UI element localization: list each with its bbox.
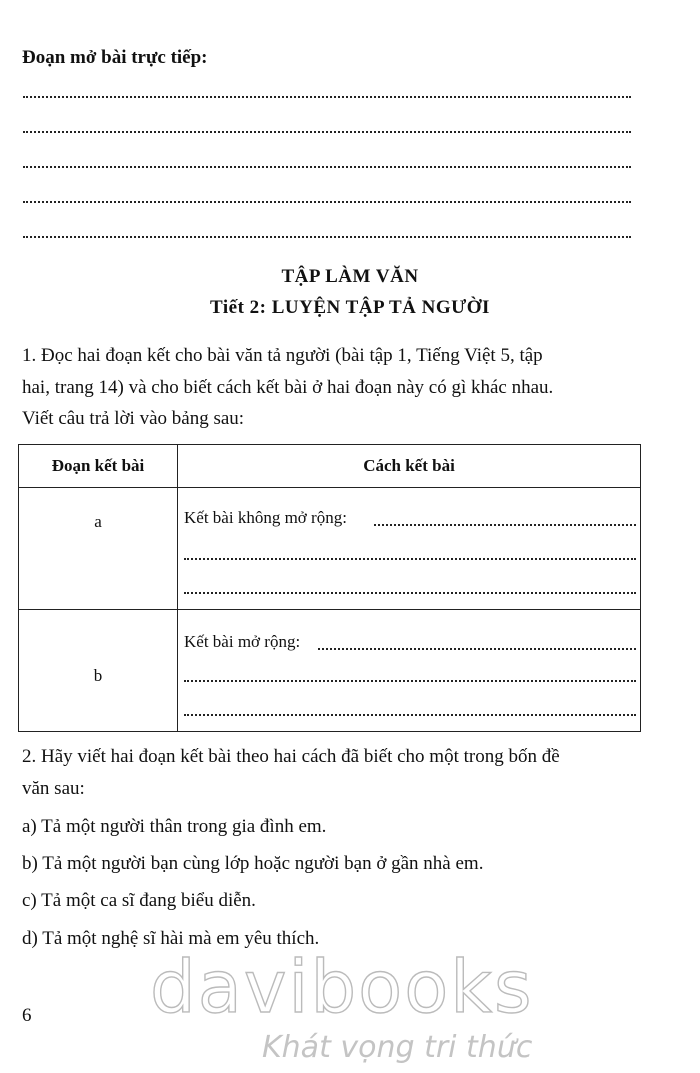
page-number: 6 bbox=[22, 1005, 32, 1026]
lesson-title: TẬP LÀM VĂN bbox=[281, 266, 419, 287]
lesson-subtitle: Tiết 2: LUYỆN TẬP TẢ NGƯỜI bbox=[210, 297, 490, 318]
table-header-doan-ket-bai: Đoạn kết bài bbox=[19, 445, 178, 488]
answer-line[interactable] bbox=[23, 201, 631, 203]
answer-line[interactable] bbox=[318, 648, 636, 650]
answer-line[interactable] bbox=[184, 592, 636, 594]
table-header-cach-ket-bai: Cách kết bài bbox=[178, 445, 641, 488]
watermark-slogan: Khát vọng tri thức bbox=[262, 1030, 533, 1065]
answer-line[interactable] bbox=[23, 236, 631, 238]
section-heading-mo-bai: Đoạn mở bài trực tiếp: bbox=[22, 47, 208, 68]
answer-table bbox=[18, 444, 641, 732]
exercise-2-option-d: d) Tả một nghệ sĩ hài mà em yêu thích. bbox=[22, 928, 320, 949]
exercise-1-text-line-2: hai, trang 14) và cho biết cách kết bài ở hai đoạn này có gì khác nhau. bbox=[22, 377, 554, 398]
table-row bbox=[19, 610, 641, 732]
table-row bbox=[19, 488, 641, 610]
prompt-ket-bai-khong-mo-rong: Kết bài không mở rộng: bbox=[184, 508, 347, 527]
row-label-cell bbox=[19, 610, 178, 732]
prompt-ket-bai-mo-rong: Kết bài mở rộng: bbox=[184, 632, 301, 651]
table-header-row bbox=[19, 445, 641, 488]
row-label-b: b bbox=[93, 665, 103, 685]
exercise-2-text-line-1: 2. Hãy viết hai đoạn kết bài theo hai cách đã biết cho một trong bốn đề bbox=[22, 746, 560, 767]
answer-line[interactable] bbox=[184, 714, 636, 716]
answer-line[interactable] bbox=[23, 131, 631, 133]
exercise-2-option-a: a) Tả một người thân trong gia đình em. bbox=[22, 816, 327, 837]
answer-line[interactable] bbox=[23, 166, 631, 168]
exercise-2-option-b: b) Tả một người bạn cùng lớp hoặc người bạn ở gần nhà em. bbox=[22, 853, 484, 874]
answer-cell-a[interactable] bbox=[178, 488, 641, 610]
exercise-2-text-line-2: văn sau: bbox=[22, 778, 85, 799]
row-label-a: a bbox=[94, 512, 102, 531]
exercise-1-text-line-3: Viết câu trả lời vào bảng sau: bbox=[22, 408, 245, 429]
answer-line[interactable] bbox=[184, 680, 636, 682]
exercise-1-text-line-1: 1. Đọc hai đoạn kết cho bài văn tả người (bài tập 1, Tiếng Việt 5, tập bbox=[22, 345, 543, 366]
answer-line[interactable] bbox=[374, 524, 636, 526]
exercise-2-option-c: c) Tả một ca sĩ đang biểu diễn. bbox=[22, 890, 256, 911]
answer-cell-b[interactable] bbox=[178, 610, 641, 732]
watermark-logo: davibooks bbox=[150, 945, 534, 1029]
row-label-cell bbox=[19, 488, 178, 610]
answer-line[interactable] bbox=[23, 96, 631, 98]
answer-line[interactable] bbox=[184, 558, 636, 560]
